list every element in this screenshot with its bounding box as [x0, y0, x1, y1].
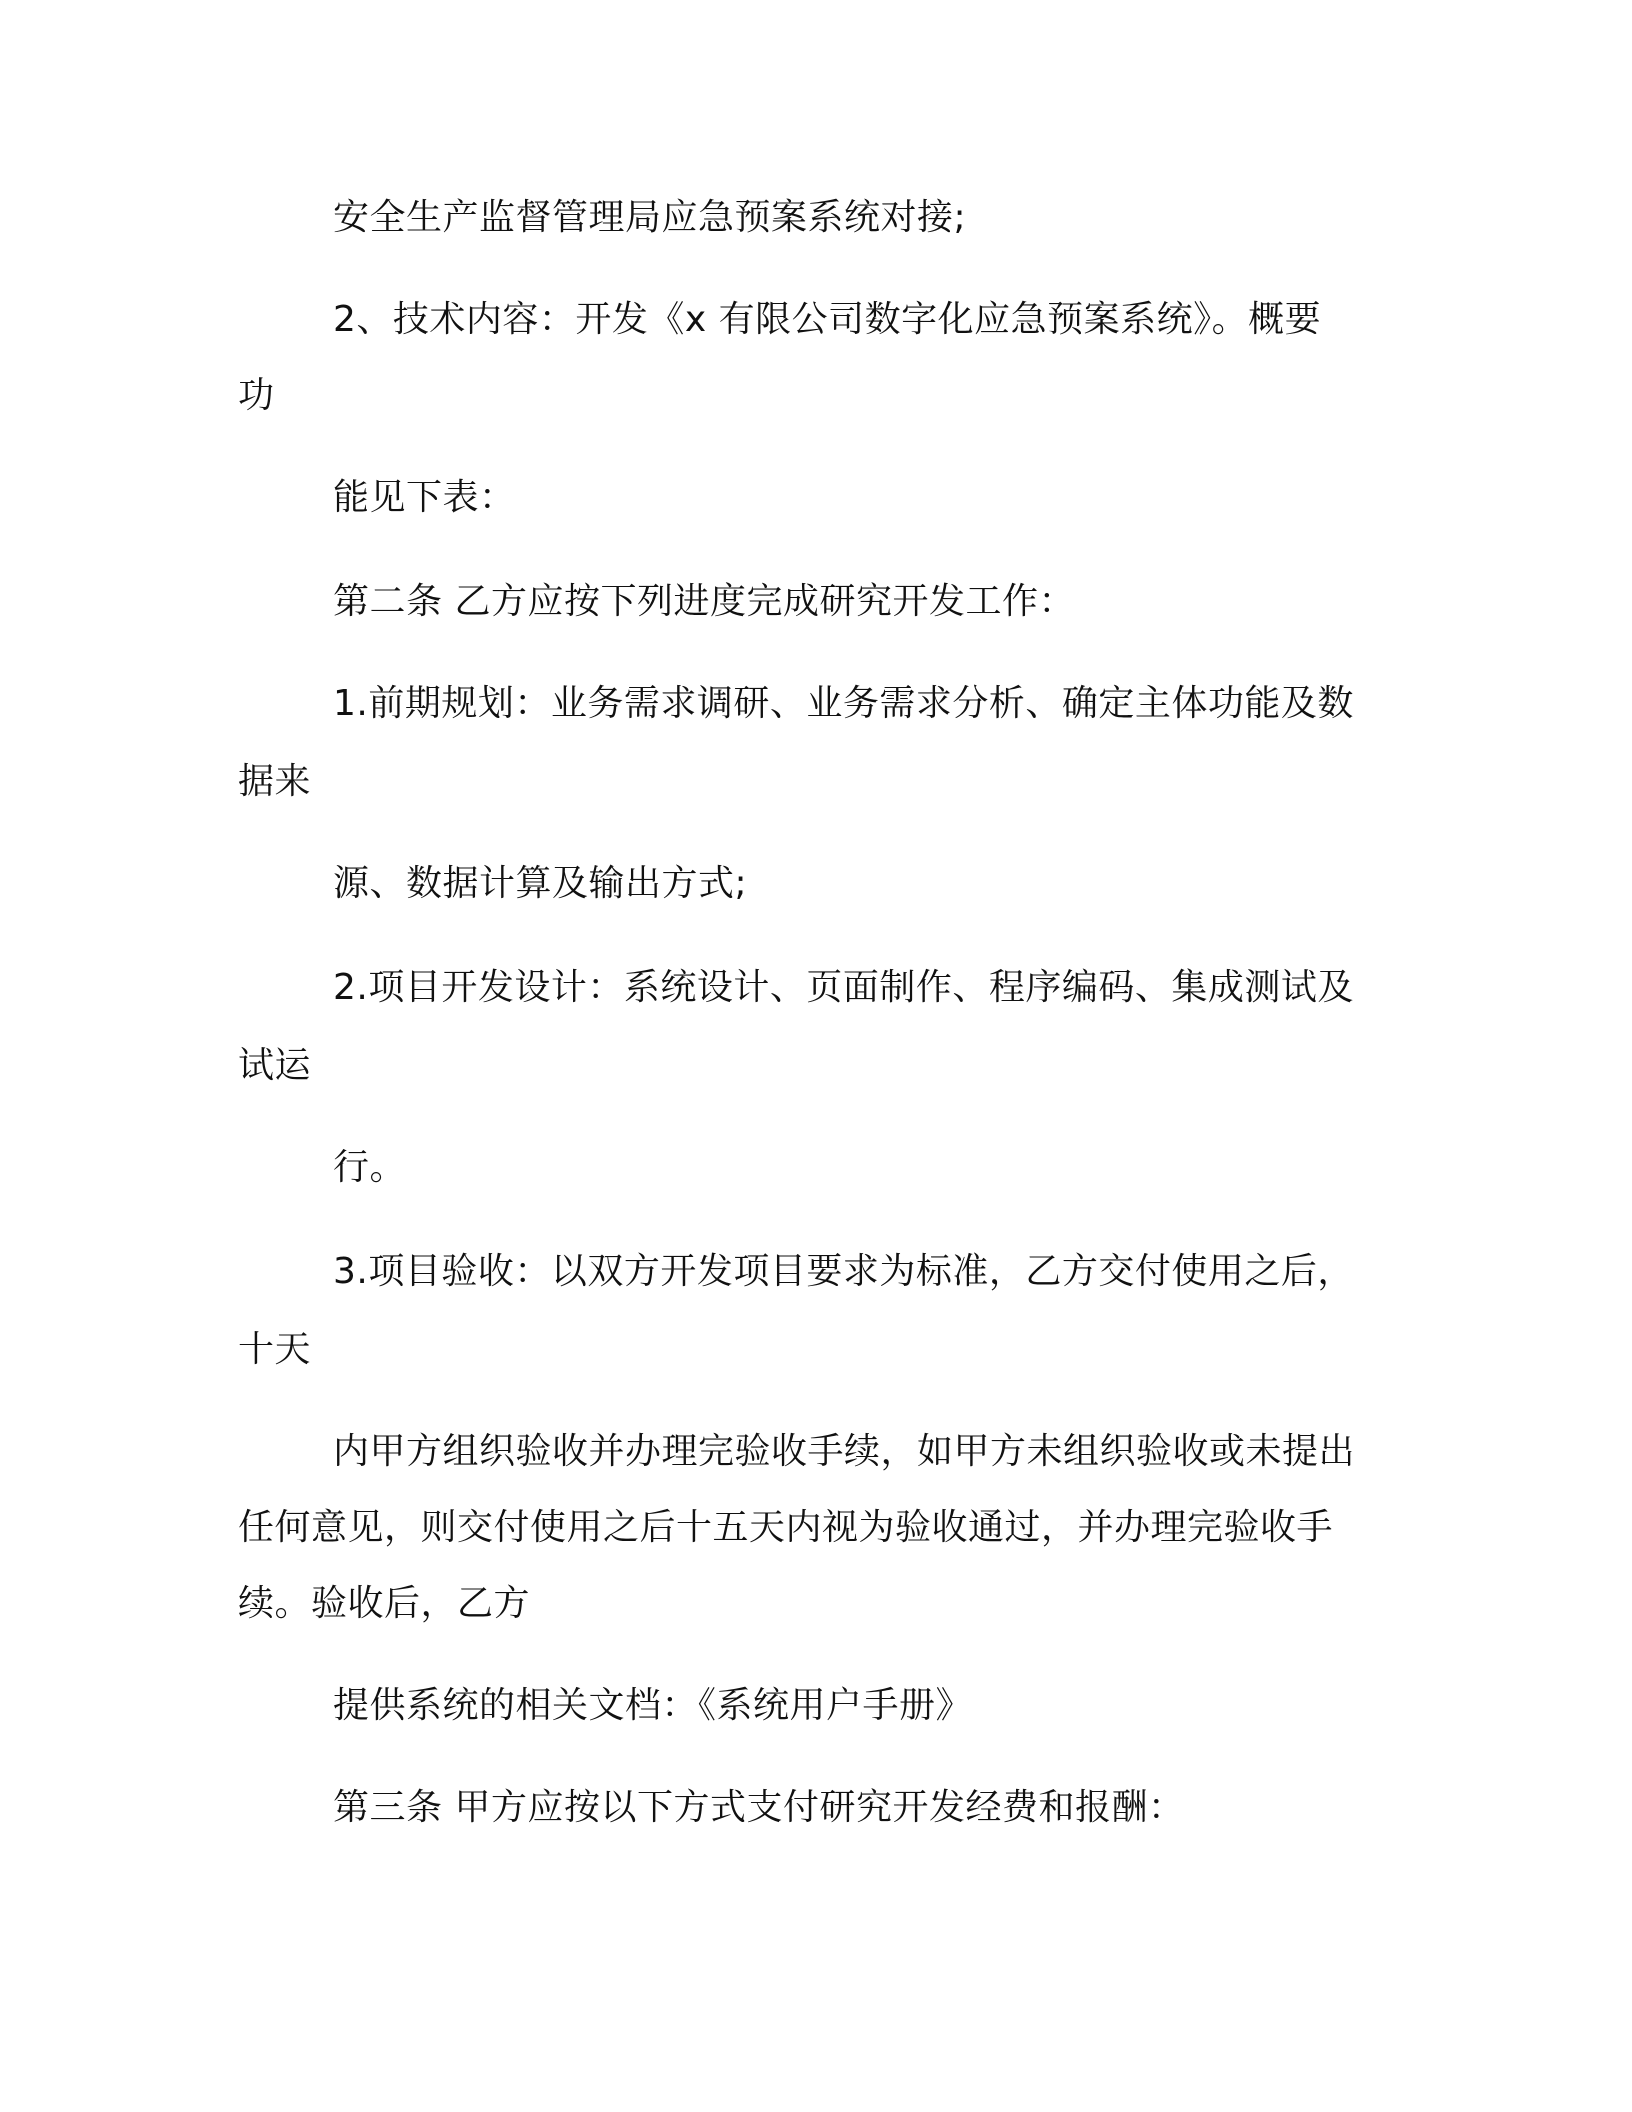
text-line: 1.前期规划：业务需求调研、业务需求分析、确定主体功能及数	[333, 683, 1354, 724]
text-line: 源、数据计算及输出方式;	[333, 863, 748, 904]
text-line: 3.项目验收：以双方开发项目要求为标准，乙方交付使用之后，	[333, 1251, 1354, 1292]
text-line: 提供系统的相关文档：《系统用户手册》	[333, 1685, 973, 1726]
text-line: 续。验收后，乙方	[238, 1583, 531, 1624]
text-line: 据来	[238, 761, 312, 802]
text-line: 第二条 乙方应按下列进度完成研究开发工作：	[333, 581, 1075, 622]
text-line: 内甲方组织验收并办理完验收手续，如甲方未组织验收或未提出	[333, 1431, 1356, 1472]
text-line: 2.项目开发设计：系统设计、页面制作、程序编码、集成测试及	[333, 967, 1354, 1008]
text-line: 安全生产监督管理局应急预案系统对接;	[333, 197, 967, 238]
text-line: 第三条 甲方应按以下方式支付研究开发经费和报酬：	[333, 1787, 1185, 1828]
text-line: 试运	[238, 1045, 312, 1086]
text-line: 行。	[333, 1147, 407, 1188]
text-line: 十天	[238, 1329, 312, 1370]
text-line: 2、技术内容：开发《x 有限公司数字化应急预案系统》。概要	[333, 299, 1322, 340]
text-line: 任何意见，则交付使用之后十五天内视为验收通过，并办理完验收手	[238, 1507, 1334, 1548]
text-line: 功	[238, 375, 275, 416]
text-line: 能见下表：	[333, 477, 516, 518]
